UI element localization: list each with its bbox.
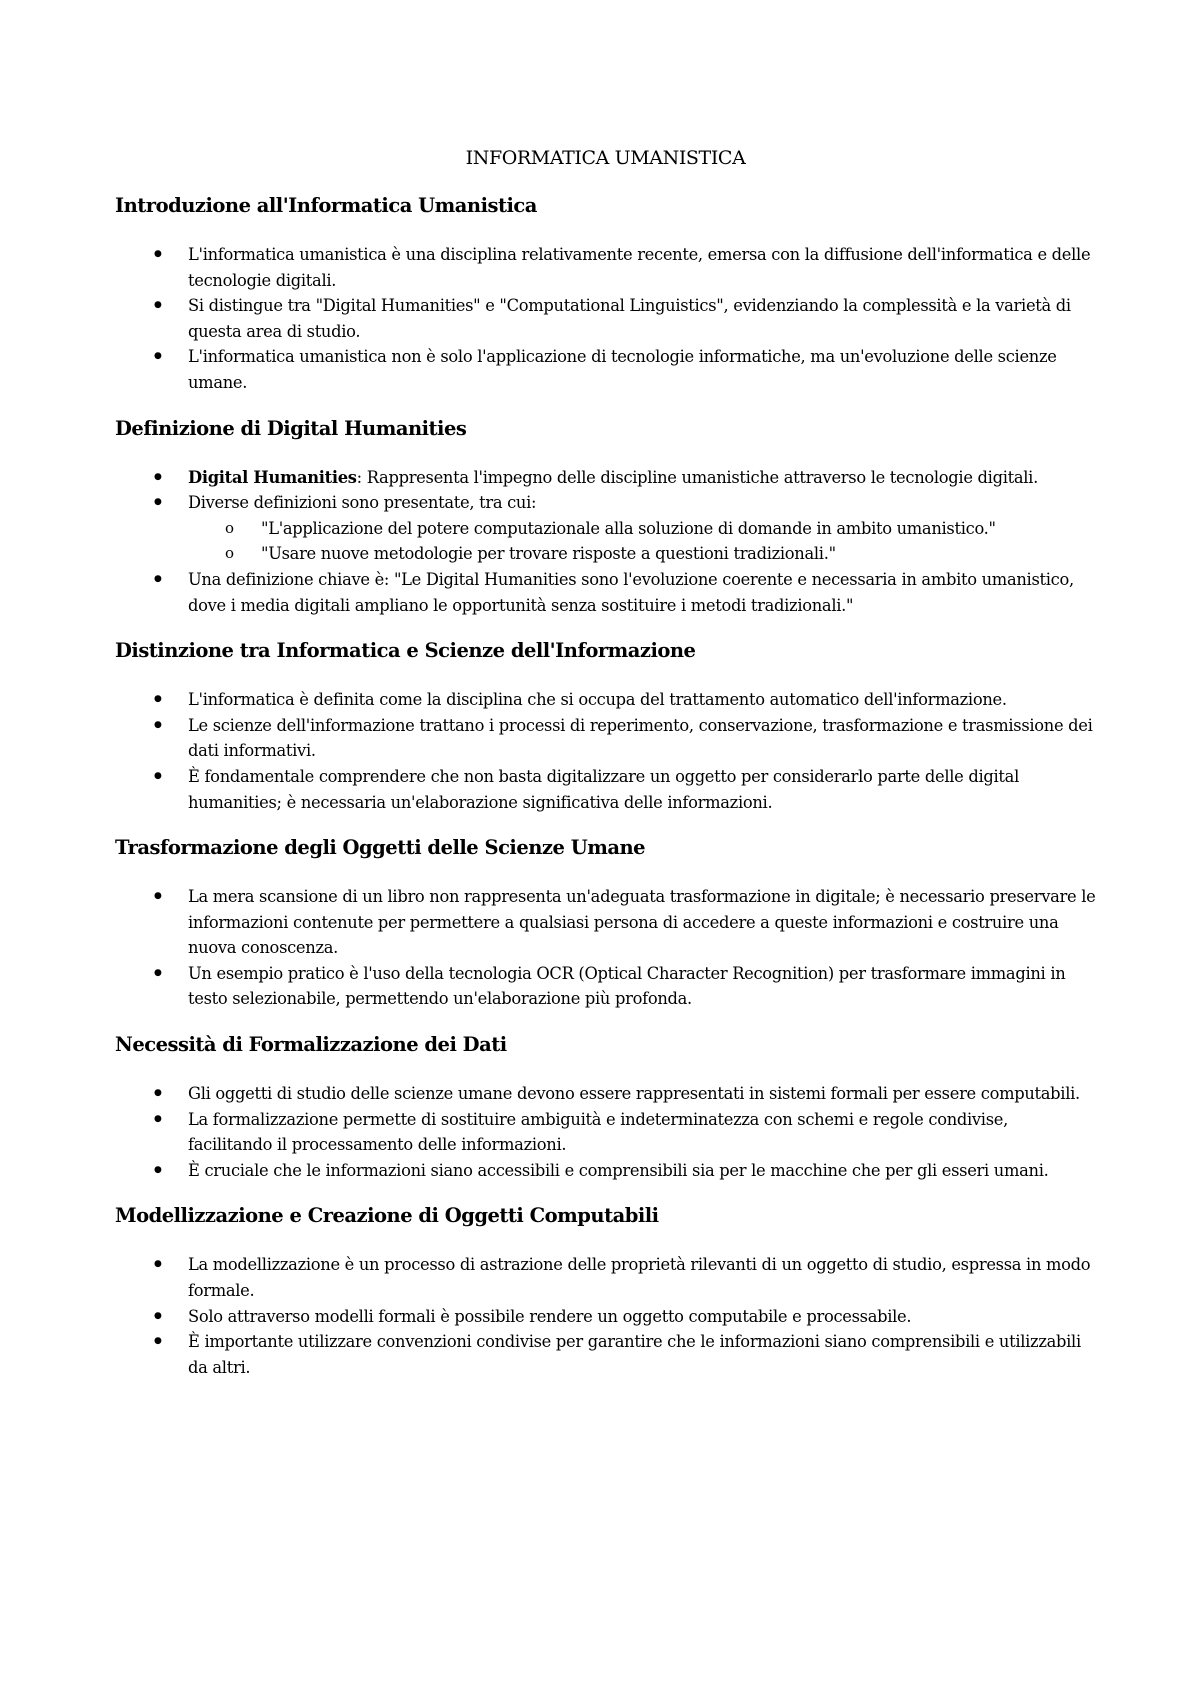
- list-item: [115, 687, 1096, 713]
- list-item: [115, 884, 1096, 961]
- list-item: [115, 242, 1096, 293]
- section-modellizzazione: [115, 1202, 1096, 1380]
- item-text: La mera scansione di un libro non rappresenta un'adeguata trasformazione in digitale; è necessario preservare le informazioni contenute per permettere a qualsiasi persona di accedere a queste informazioni e costruire una nuova conoscenza.: [188, 887, 1096, 958]
- item-text: Un esempio pratico è l'uso della tecnologia OCR (Optical Character Recognition) per trasformare immagini in testo selezionabile, permettendo un'elaborazione più profonda.: [188, 963, 1066, 1009]
- list-item: [115, 1252, 1096, 1303]
- bullet-list: [115, 884, 1096, 1012]
- section-heading: Trasformazione degli Oggetti delle Scienze Umane: [115, 836, 646, 860]
- list-item: [115, 1081, 1096, 1107]
- section-heading: Distinzione tra Informatica e Scienze dell'Informazione: [115, 639, 696, 663]
- item-text: Si distingue tra "Digital Humanities" e "Computational Linguistics", evidenziando la complessità e la varietà di questa area di studio.: [188, 296, 1071, 341]
- bullet-list: [115, 465, 1096, 619]
- list-item: [115, 1158, 1096, 1184]
- item-text: Una definizione chiave è: "Le Digital Humanities sono l'evoluzione coerente e necessaria in ambito umanistico, dove i media digitali ampliano le opportunità senza sostituire i metodi tradizionali.": [188, 569, 1074, 615]
- list-item: [115, 961, 1096, 1012]
- bullet-list: [115, 242, 1096, 396]
- list-item: [115, 490, 1096, 567]
- item-text: Le scienze dell'informazione trattano i processi di reperimento, conservazione, trasformazione e trasmissione dei dati informativi.: [188, 715, 1093, 761]
- section-definizione: [115, 415, 1096, 619]
- item-text: : Rappresenta l'impegno delle discipline umanistiche attraverso le tecnologie digitali.: [356, 467, 1038, 487]
- list-item: [115, 567, 1096, 618]
- item-text: L'informatica umanistica non è solo l'applicazione di tecnologie informatiche, ma un'evoluzione delle scienze umane.: [188, 347, 1057, 392]
- section-heading: Necessità di Formalizzazione dei Dati: [115, 1033, 507, 1057]
- sub-list-item: o "Usare nuove metodologie per trovare risposte a questioni tradizionali.": [188, 541, 1096, 567]
- item-text: È importante utilizzare convenzioni condivise per garantire che le informazioni siano comprensibili e utilizzabili da altri.: [188, 1332, 1081, 1377]
- bullet-list: [115, 687, 1096, 815]
- bullet-list: [115, 1252, 1096, 1380]
- item-text: L'informatica è definita come la disciplina che si occupa del trattamento automatico dell'informazione.: [188, 690, 1007, 710]
- document-title: INFORMATICA UMANISTICA: [465, 147, 746, 169]
- item-text: Solo attraverso modelli formali è possibile rendere un oggetto computabile e processabile.: [188, 1306, 912, 1326]
- list-item: [115, 1329, 1096, 1380]
- section-trasformazione: [115, 834, 1096, 1012]
- list-item: [115, 344, 1096, 395]
- list-item: [115, 465, 1096, 491]
- section-heading: Introduzione all'Informatica Umanistica: [115, 194, 537, 217]
- list-item: [115, 1107, 1096, 1158]
- bullet-list: [115, 1081, 1096, 1183]
- item-text: È cruciale che le informazioni siano accessibili e comprensibili sia per le macchine che per gli esseri umani.: [188, 1160, 1049, 1180]
- section-heading: Modellizzazione e Creazione di Oggetti Computabili: [115, 1204, 659, 1228]
- list-item: [115, 1304, 1096, 1330]
- item-text: È fondamentale comprendere che non basta digitalizzare un oggetto per considerarlo parte delle digital humanities; è necessaria un'elaborazione significativa delle informazioni.: [188, 766, 1019, 812]
- sub-list: [188, 516, 1096, 567]
- item-text: La formalizzazione permette di sostituire ambiguità e indeterminatezza con schemi e regole condivise, facilitando il processamento delle informazioni.: [188, 1109, 1008, 1155]
- item-text: La modellizzazione è un processo di astrazione delle proprietà rilevanti di un oggetto di studio, espressa in modo formale.: [188, 1255, 1091, 1301]
- item-text: Diverse definizioni sono presentate, tra cui:: [188, 493, 537, 513]
- list-item: [115, 764, 1096, 815]
- list-item: [115, 293, 1096, 344]
- sub-list-item: o "L'applicazione del potere computazionale alla soluzione di domande in ambito umanistico.": [188, 516, 1096, 542]
- item-text: Gli oggetti di studio delle scienze umane devono essere rappresentati in sistemi formali per essere computabili.: [188, 1084, 1080, 1104]
- list-item: [115, 713, 1096, 764]
- section-distinzione: [115, 637, 1096, 815]
- section-formalizzazione: [115, 1031, 1096, 1183]
- item-text: L'informatica umanistica è una disciplina relativamente recente, emersa con la diffusione dell'informatica e delle tecnologie digitali.: [188, 245, 1091, 290]
- item-term: Digital Humanities: [188, 467, 357, 487]
- section-introduzione: [115, 192, 1096, 396]
- section-heading: Definizione di Digital Humanities: [115, 416, 467, 440]
